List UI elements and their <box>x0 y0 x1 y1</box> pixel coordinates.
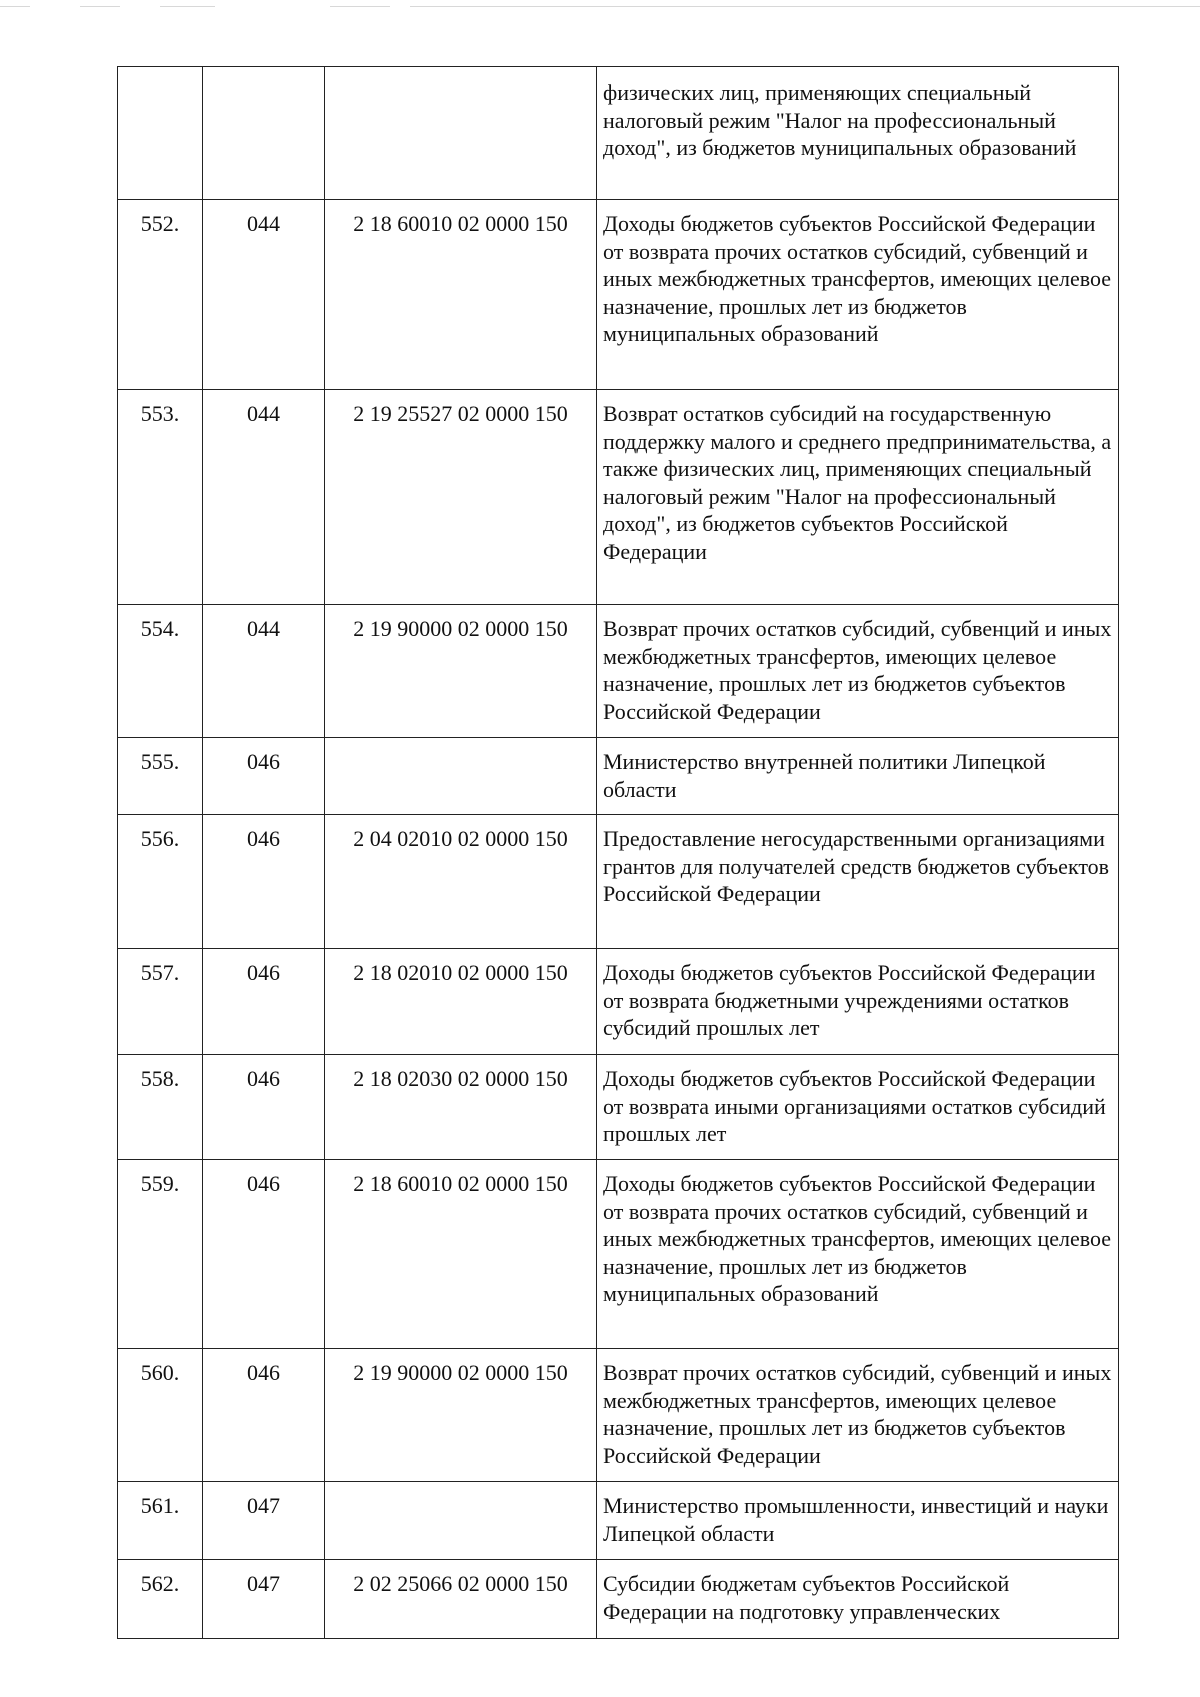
table-row <box>118 1349 1119 1482</box>
description-text: Субсидии бюджетам субъектов Российской Федерации на подготовку управленческих <box>603 1571 1010 1624</box>
admin-code-cell: 046 <box>203 1055 325 1160</box>
description-cell <box>597 67 1119 200</box>
scan-artifact <box>410 6 1200 7</box>
description-cell <box>597 1160 1119 1349</box>
budget-code-cell: 2 19 25527 02 0000 150 <box>325 390 597 605</box>
budget-code-cell: 2 19 90000 02 0000 150 <box>325 605 597 738</box>
description-cell <box>597 949 1119 1055</box>
table-row <box>118 390 1119 605</box>
row-number-cell: 556. <box>118 815 203 949</box>
description-text: Возврат остатков субсидий на государственную поддержку малого и среднего предпринимательства, а также физических лиц, применяющих специальный налоговый режим "Налог на профессиональный доход", из бюджетов субъектов Российской Федерации <box>603 401 1112 564</box>
description-cell <box>597 1482 1119 1560</box>
description-text: Предоставление негосударственными организациями грантов для получателей средств бюджетов субъектов Российской Федерации <box>603 826 1110 907</box>
table-row <box>118 1560 1119 1639</box>
budget-revenue-table <box>117 66 1119 1639</box>
description-text: Доходы бюджетов субъектов Российской Федерации от возврата прочих остатков субсидий, субвенций и иных межбюджетных трансфертов, имеющих целевое назначение, прошлых лет из бюджетов муниципальных образований <box>603 211 1112 347</box>
admin-code-cell: 046 <box>203 815 325 949</box>
budget-code-cell <box>325 67 597 200</box>
table-row <box>118 815 1119 949</box>
admin-code-cell: 046 <box>203 1349 325 1482</box>
description-cell <box>597 200 1119 390</box>
scan-artifact <box>80 6 120 7</box>
description-text: Возврат прочих остатков субсидий, субвенций и иных межбюджетных трансфертов, имеющих целевое назначение, прошлых лет из бюджетов субъектов Российской Федерации <box>603 616 1112 724</box>
budget-code-cell: 2 04 02010 02 0000 150 <box>325 815 597 949</box>
row-number-cell: 558. <box>118 1055 203 1160</box>
row-number-cell: 562. <box>118 1560 203 1639</box>
row-number-cell: 553. <box>118 390 203 605</box>
description-text: Возврат прочих остатков субсидий, субвенций и иных межбюджетных трансфертов, имеющих целевое назначение, прошлых лет из бюджетов субъектов Российской Федерации <box>603 1360 1112 1468</box>
budget-code-cell: 2 18 60010 02 0000 150 <box>325 1160 597 1349</box>
admin-code-cell: 047 <box>203 1482 325 1560</box>
table-row <box>118 738 1119 815</box>
description-text: Министерство внутренней политики Липецкой области <box>603 749 1046 802</box>
scan-artifact <box>0 6 30 7</box>
row-number-cell <box>118 67 203 200</box>
row-number-cell: 554. <box>118 605 203 738</box>
row-number-cell: 560. <box>118 1349 203 1482</box>
admin-code-cell: 044 <box>203 390 325 605</box>
document-page <box>117 66 1119 1639</box>
row-number-cell: 552. <box>118 200 203 390</box>
admin-code-cell: 044 <box>203 605 325 738</box>
description-cell <box>597 1349 1119 1482</box>
table-row <box>118 605 1119 738</box>
description-cell <box>597 815 1119 949</box>
table-row <box>118 200 1119 390</box>
table-row <box>118 949 1119 1055</box>
budget-code-cell <box>325 738 597 815</box>
description-text: Министерство промышленности, инвестиций и науки Липецкой области <box>603 1493 1109 1546</box>
budget-code-cell: 2 18 60010 02 0000 150 <box>325 200 597 390</box>
description-cell <box>597 390 1119 605</box>
budget-code-cell: 2 18 02030 02 0000 150 <box>325 1055 597 1160</box>
row-number-cell: 555. <box>118 738 203 815</box>
description-text: Доходы бюджетов субъектов Российской Федерации от возврата прочих остатков субсидий, субвенций и иных межбюджетных трансфертов, имеющих целевое назначение, прошлых лет из бюджетов муниципальных образований <box>603 1171 1112 1307</box>
row-number-cell: 561. <box>118 1482 203 1560</box>
table-row <box>118 1055 1119 1160</box>
admin-code-cell: 046 <box>203 949 325 1055</box>
description-cell <box>597 1560 1119 1639</box>
budget-code-cell <box>325 1482 597 1560</box>
admin-code-cell: 047 <box>203 1560 325 1639</box>
table-row <box>118 67 1119 200</box>
admin-code-cell: 044 <box>203 200 325 390</box>
budget-code-cell: 2 02 25066 02 0000 150 <box>325 1560 597 1639</box>
scan-artifact <box>330 6 390 7</box>
budget-code-cell: 2 19 90000 02 0000 150 <box>325 1349 597 1482</box>
description-text: Доходы бюджетов субъектов Российской Федерации от возврата бюджетными учреждениями остатков субсидий прошлых лет <box>603 960 1096 1041</box>
scan-artifact <box>160 6 215 7</box>
row-number-cell: 559. <box>118 1160 203 1349</box>
admin-code-cell: 046 <box>203 1160 325 1349</box>
table-row <box>118 1482 1119 1560</box>
description-cell <box>597 1055 1119 1160</box>
row-number-cell: 557. <box>118 949 203 1055</box>
description-cell <box>597 605 1119 738</box>
table-row <box>118 1160 1119 1349</box>
admin-code-cell: 046 <box>203 738 325 815</box>
description-text: Доходы бюджетов субъектов Российской Федерации от возврата иными организациями остатков субсидий прошлых лет <box>603 1066 1106 1147</box>
budget-code-cell: 2 18 02010 02 0000 150 <box>325 949 597 1055</box>
admin-code-cell <box>203 67 325 200</box>
description-text: физических лиц, применяющих специальный налоговый режим "Налог на профессиональный доход", из бюджетов муниципальных образований <box>603 80 1077 161</box>
description-cell <box>597 738 1119 815</box>
